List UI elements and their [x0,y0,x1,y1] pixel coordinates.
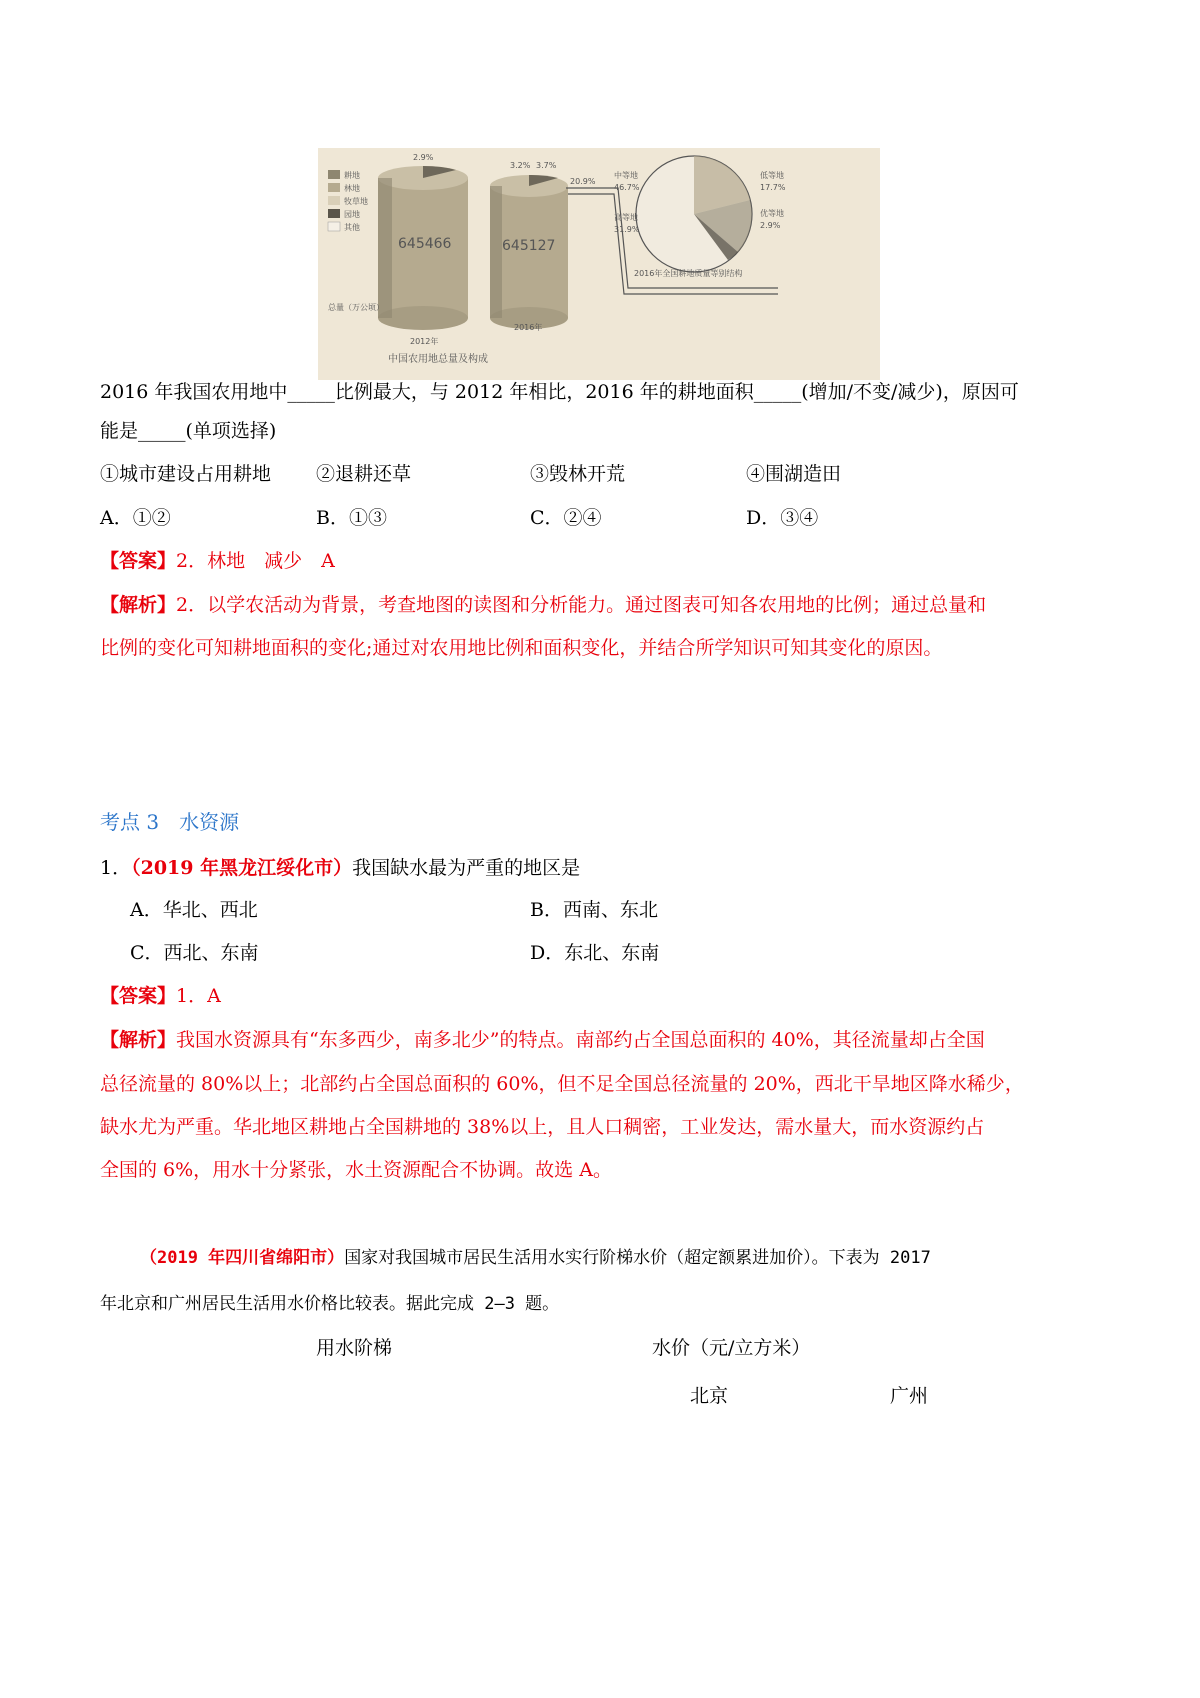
answer-tag: 【答案】 [100,550,177,572]
pie-label-3: 31.9% [614,225,640,234]
cyl-2012-label: 2012年 [410,337,439,346]
q2-option-d: D．③④ [746,507,819,529]
q2-analysis-line2: 比例的变化可知耕地面积的变化;通过对农用地比例和面积变化，并结合所学知识可知其变化的原因。 [100,637,943,659]
q2-choice-2: ②退耕还草 [316,463,412,485]
q2-option-b: B．①③ [316,507,387,529]
q1-stem: 我国缺水最为严重的地区是 [352,857,581,879]
pie-label-0: 中等地 [614,171,638,180]
cyl-2016-top-pct-a: 3.2% [510,161,531,170]
q1-number: 1． [100,857,132,879]
figure-graphic [318,148,880,380]
analysis-tag: 【解析】 [100,594,177,616]
q1-answer-tag: 【答案】 [100,985,177,1007]
q1-option-c: C．西北、东南 [130,942,259,964]
q1-answer-text: 1．A [176,985,221,1007]
cyl-2012-top-pct: 2.9% [413,153,434,162]
q23-source: （2019 年四川省绵阳市） [140,1248,345,1268]
q1-answer [100,984,221,1008]
legend-2: 牧草地 [344,197,368,206]
table-subheader-beijing: 北京 [690,1385,729,1407]
q23-intro-line2: 年北京和广州居民生活用水价格比较表。据此完成 2—3 题。 [100,1294,560,1314]
cyl-2016-value: 645127 [502,238,556,254]
cyl-2012-value: 645466 [398,236,452,252]
q1-option-b: B．西南、东北 [530,899,658,921]
q23-intro-line1 [140,1246,931,1270]
q2-option-c: C．②④ [530,507,602,529]
q1-option-a: A．华北、西北 [130,899,258,921]
figure-legend [328,170,368,232]
unit-label: 总量（万公顷） [328,303,384,312]
legend-4: 其他 [344,223,360,232]
pie-label-5: 17.7% [760,183,786,192]
cylinder-2016 [490,161,596,332]
figure-caption: 中国农用地总量及构成 [388,354,488,365]
q1-analysis-tag: 【解析】 [100,1029,177,1051]
table-header-price: 水价（元/立方米） [652,1337,811,1359]
pie-caption: 2016年全国耕地质量等别结构 [634,269,743,278]
analysis-text-1: 2．以学农活动为背景，考查地图的读图和分析能力。通过图表可知各农用地的比例；通过总量和 [176,594,987,616]
pie-label-6: 优等地 [760,209,784,218]
cyl-2016-top-pct-b: 3.7% [536,161,557,170]
q1-analysis-text-1: 我国水资源具有“东多西少，南多北少”的特点。南部约占全国总面积的 40%，其径流量却占全国 [176,1029,985,1051]
agri-land-figure [318,148,880,380]
cyl-2016-side-pct: 20.9% [570,177,596,186]
q1-analysis-line4: 全国的 6%，用水十分紧张，水土资源配合不协调。故选 A。 [100,1159,612,1181]
legend-0: 耕地 [344,171,360,180]
pie-label-4: 低等地 [760,171,784,180]
q1-stem-line [100,856,580,880]
q2-option-a: A．①② [100,507,171,529]
q2-choice-3: ③毁林开荒 [530,463,626,485]
q1-option-d: D．东北、东南 [530,942,660,964]
table-subheader-guangzhou: 广州 [890,1385,929,1407]
section-title: 考点 3 水资源 [100,810,240,834]
quality-pie [614,156,786,278]
legend-3: 园地 [344,210,360,219]
cyl-2016-label: 2016年 [514,323,543,332]
q23-line1: 国家对我国城市居民生活用水实行阶梯水价（超定额累进加价）。下表为 2017 [344,1248,931,1268]
q2-choice-1: ①城市建设占用耕地 [100,463,272,485]
table-header-tier: 用水阶梯 [316,1337,393,1359]
q2-analysis-line1 [100,593,986,617]
q2-choice-4: ④围湖造田 [746,463,842,485]
legend-1: 林地 [344,184,360,193]
q2-answer [100,549,335,573]
q2-line2: 能是_____(单项选择) [100,420,277,442]
q1-source: （2019 年黑龙江绥化市） [131,857,353,879]
pie-label-2: 高等地 [614,213,638,222]
answer-text: 2．林地 减少 A [176,550,335,572]
pie-label-1: 46.7% [614,183,640,192]
q2-line1: 2016 年我国农用地中_____比例最大，与 2012 年相比，2016 年的耕地面积_____(增加/不变/减少)，原因可 [100,381,1019,403]
q1-analysis-line1 [100,1028,985,1052]
cylinder-2012 [378,153,468,346]
q1-analysis-line3: 缺水尤为严重。华北地区耕地占全国耕地的 38%以上，且人口稠密，工业发达，需水量大，而水资源约占 [100,1116,985,1138]
q1-analysis-line2: 总径流量的 80%以上；北部约占全国总面积的 60%，但不足全国总径流量的 20%，西北干旱地区降水稀少， [100,1073,1024,1095]
pie-label-7: 2.9% [760,221,781,230]
